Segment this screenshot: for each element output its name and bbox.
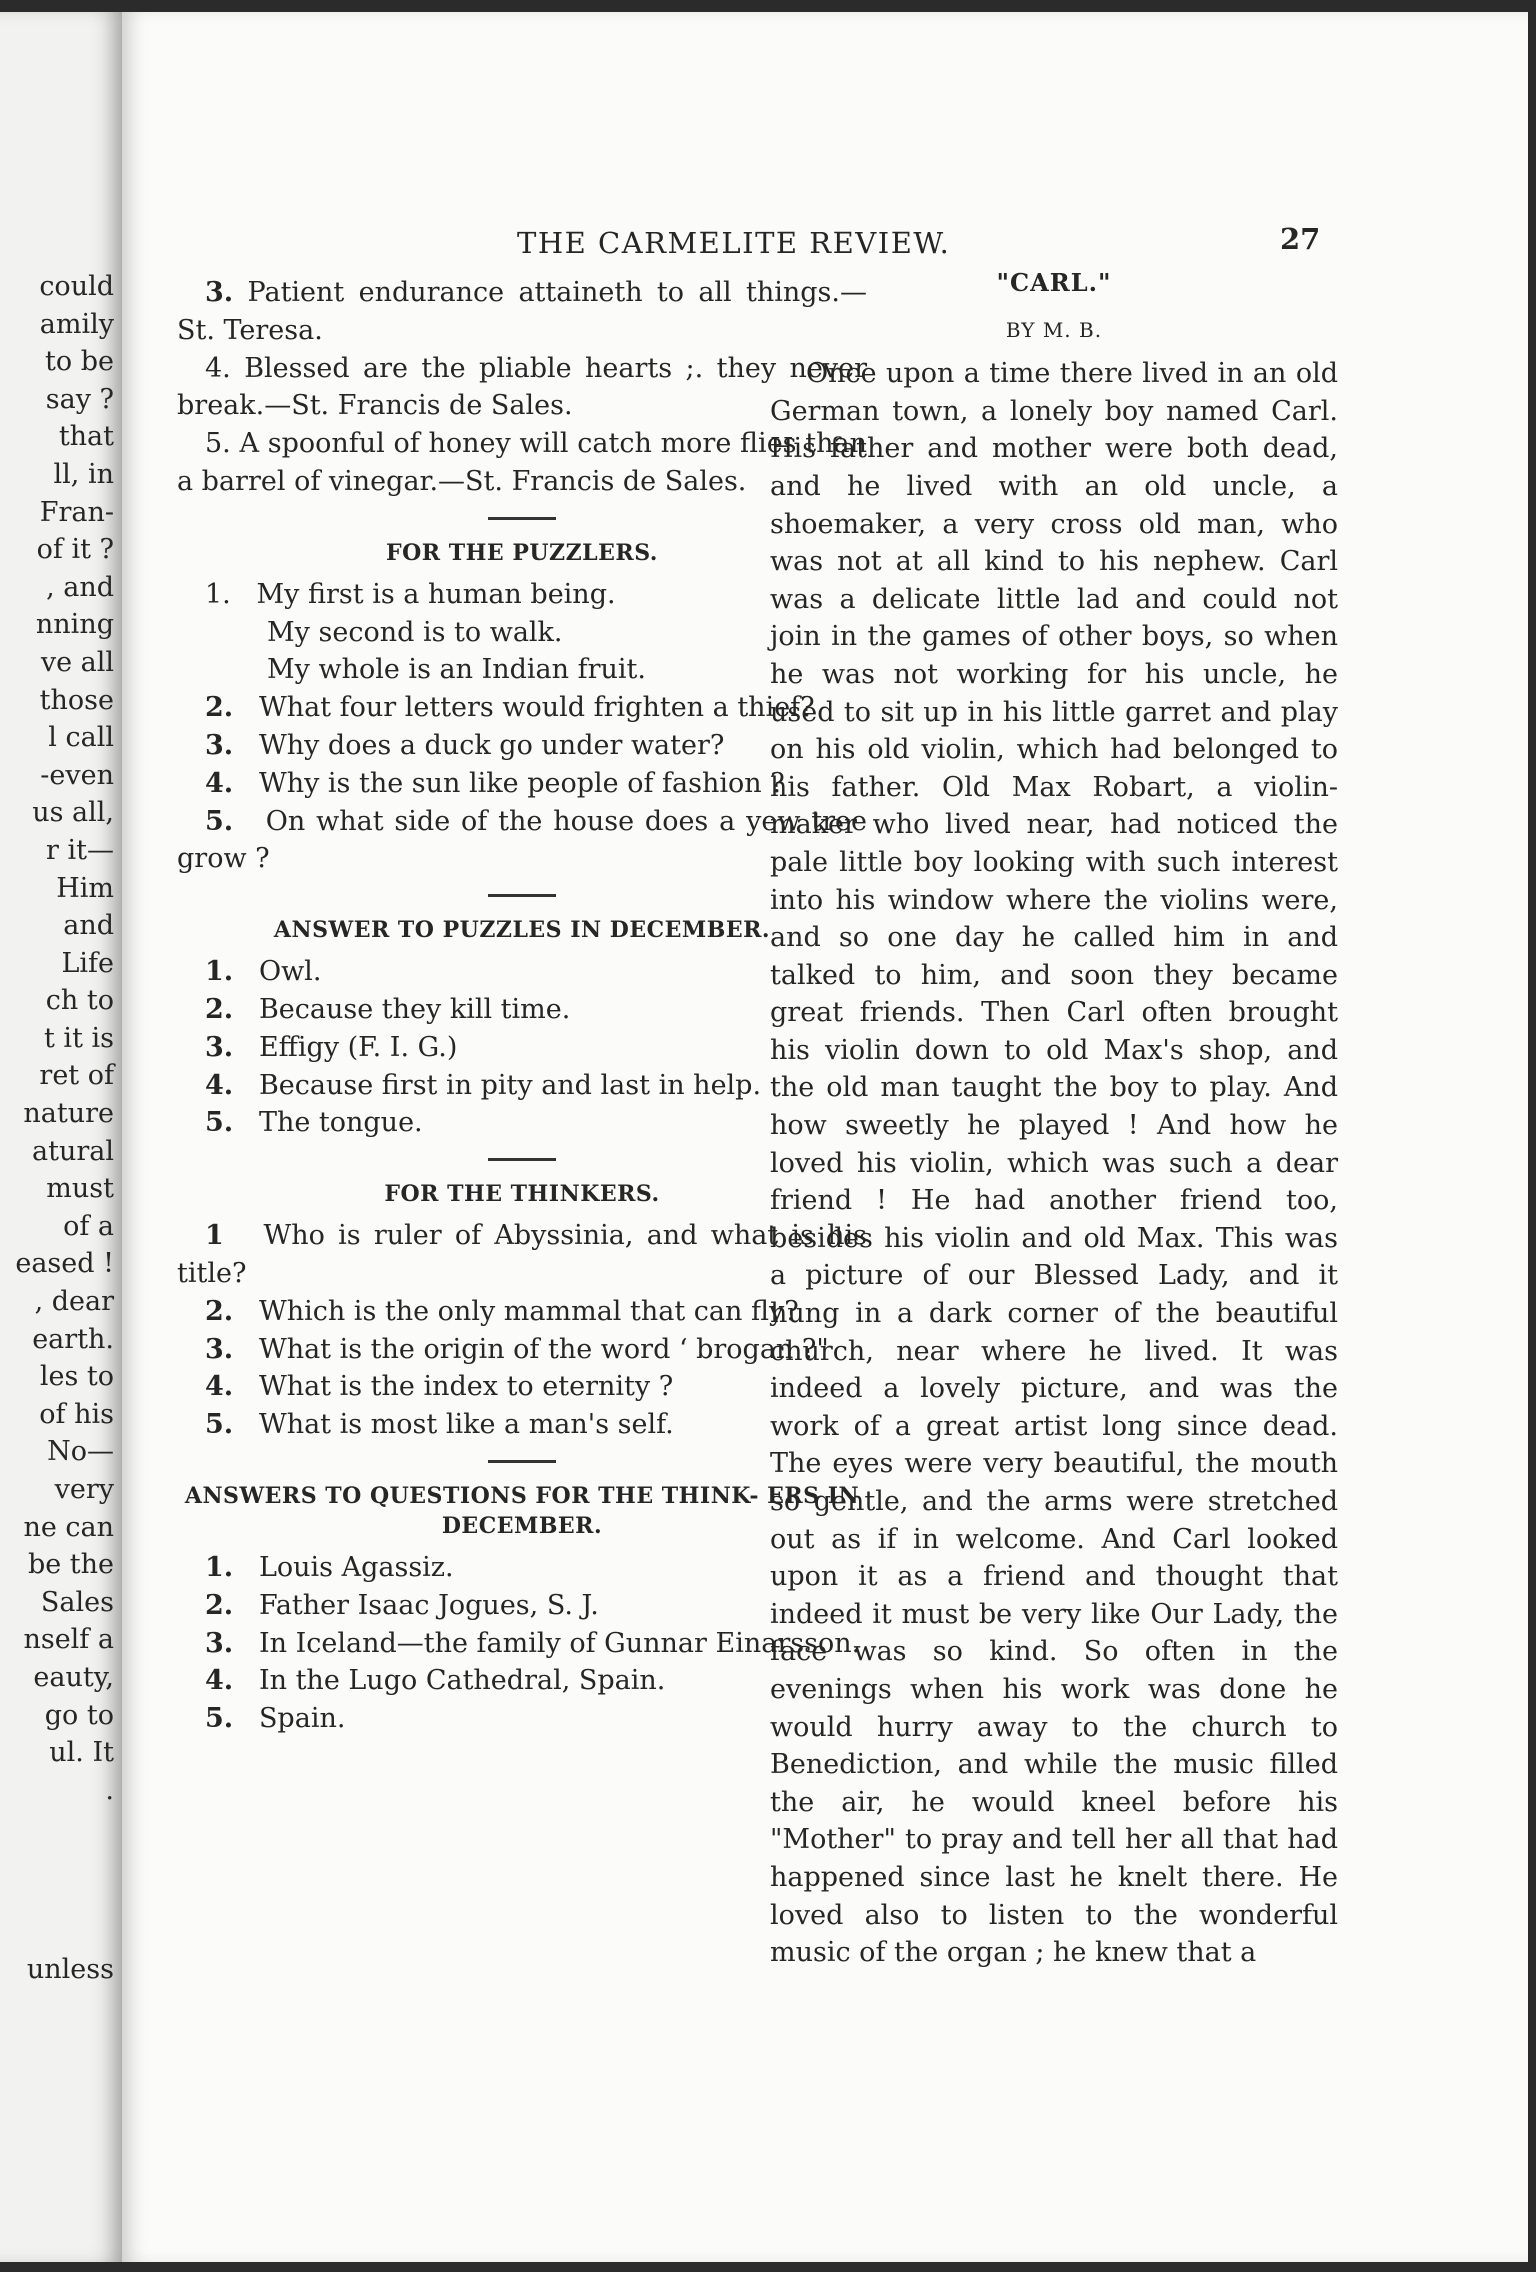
previous-page-line: nature <box>23 1098 114 1130</box>
section-divider <box>488 894 556 897</box>
quote-5: 5. A spoonful of honey will catch more flies than a barrel of vinegar.—St. Francis de Sales. <box>177 428 867 497</box>
previous-page-line: of it ? <box>36 534 114 566</box>
previous-page-line: nself a <box>23 1624 114 1656</box>
puzzle-answer-3 <box>177 1029 867 1067</box>
previous-page-line: -even <box>40 759 114 791</box>
thinker-answer-text: In Iceland—the family of Gunnar Einarsson. <box>258 1627 861 1659</box>
thinker-answer-2 <box>177 1587 867 1625</box>
previous-page-line: very <box>54 1474 114 1505</box>
page <box>122 12 1528 2262</box>
thinkers-heading: FOR THE THINKERS. <box>384 1181 660 1208</box>
section-divider <box>488 1158 556 1161</box>
thinker-answer-5 <box>177 1700 867 1738</box>
puzzle-list <box>177 689 867 878</box>
puzzle-answer-1 <box>177 953 867 991</box>
thinker-question-number: 3. <box>205 1333 234 1365</box>
previous-page-line: ul. It <box>49 1737 114 1769</box>
thinker-question-3 <box>177 1331 867 1369</box>
puzzle-item-1: 1. My first is a human being. <box>205 578 616 610</box>
thinker-answer-number: 5. <box>205 1703 234 1735</box>
thinker-question-number: 1 <box>205 1220 224 1252</box>
previous-page-line: of a <box>63 1210 114 1242</box>
running-head: THE CARMELITE REVIEW. <box>517 226 951 260</box>
previous-page-line: Life <box>61 947 114 979</box>
previous-page-line: ne can <box>23 1511 114 1543</box>
thinker-question-text: What is most like a man's self. <box>258 1409 674 1441</box>
thinker-answer-number: 1. <box>205 1551 234 1583</box>
quote-3: 3. Patient endurance attaineth to all things.—St. Teresa. <box>177 277 867 346</box>
puzzle-answers-heading: ANSWER TO PUZZLES IN DECEMBER. <box>273 917 771 944</box>
puzzle-answer-text: Because they kill time. <box>258 993 571 1025</box>
quote-4: 4. Blessed are the pliable hearts ;. they never break.—St. Francis de Sales. <box>177 352 867 422</box>
previous-page-line: Fran- <box>39 496 114 528</box>
previous-page-line: . <box>105 1774 114 1806</box>
puzzle-answer-number: 4. <box>205 1069 234 1101</box>
puzzle-answer-text: Because first in pity and last in help. <box>258 1069 762 1101</box>
previous-page-line: Him <box>56 872 114 904</box>
previous-page-line: be the <box>27 1549 114 1581</box>
thinker-question-text: What is the origin of the word ‘ brogan ?" <box>258 1333 829 1365</box>
thinker-question-number: 5. <box>205 1409 234 1441</box>
previous-page-line: eauty, <box>33 1661 114 1693</box>
puzzle-item-number: 5. <box>205 805 234 837</box>
previous-page-line: ll, in <box>53 458 114 490</box>
puzzle-answer-number: 3. <box>205 1031 234 1063</box>
puzzle-item-text: Why is the sun like people of fashion ? <box>258 767 785 799</box>
puzzle-item-number: 3. <box>205 729 234 761</box>
thinkers-list <box>177 1217 867 1444</box>
page-number: 27 <box>1280 222 1321 256</box>
thinker-question-4 <box>177 1368 867 1406</box>
previous-page-line: earth. <box>32 1323 114 1355</box>
puzzle-item-text: Why does a duck go under water? <box>258 729 725 761</box>
puzzle-answer-text: Owl. <box>258 956 322 988</box>
puzzle-item-3 <box>177 765 867 803</box>
thinker-answer-3 <box>177 1625 867 1663</box>
thinker-question-number: 4. <box>205 1371 234 1403</box>
previous-page-line: atural <box>32 1135 114 1167</box>
previous-page-line: l call <box>48 722 114 754</box>
puzzlers-heading: FOR THE PUZZLERS. <box>386 539 658 566</box>
thinker-question-text: Who is ruler of Abyssinia, and what is his title? <box>177 1220 867 1289</box>
puzzle-item-1-line-2: My second is to walk. <box>267 616 563 648</box>
previous-page-line: ret of <box>39 1060 114 1092</box>
previous-page-line: amily <box>39 308 114 340</box>
thinker-question-text: Which is the only mammal that can fly? <box>258 1295 799 1327</box>
previous-page-line: eased ! <box>15 1248 114 1280</box>
previous-page-line: must <box>46 1173 114 1205</box>
previous-page-line: t it is <box>44 1022 114 1054</box>
previous-page-last-line: unless <box>26 1954 114 1985</box>
previous-page-line: to be <box>45 346 114 378</box>
puzzle-item-number: 4. <box>205 767 234 799</box>
previous-page-line: les to <box>39 1361 114 1393</box>
puzzle-item-4 <box>177 803 867 879</box>
thinker-question-2 <box>177 1293 867 1331</box>
puzzle-answers-list <box>177 953 867 1142</box>
previous-page-line: and <box>63 910 114 942</box>
right-column <box>770 264 1338 1972</box>
previous-page-line: that <box>58 421 114 453</box>
left-column <box>177 274 867 1738</box>
previous-page-edge <box>0 12 122 2262</box>
previous-page-line: those <box>39 684 114 716</box>
thinker-answer-number: 2. <box>205 1589 234 1621</box>
previous-page-line: of his <box>39 1398 114 1430</box>
thinker-answer-1 <box>177 1549 867 1587</box>
story-body: Once upon a time there lived in an old German town, a lonely boy named Carl. His father and mother were both dead, and he lived with an old uncle, a shoemaker, a very cross old man, who was not at all kind to his nephew. Carl was a delicate little lad and could not join in the games of other boys, so when he was not working for his uncle, he used to sit up in his little garret and play on his old violin, which had belonged to his father. Old Max Robart, a violin-maker who lived near, had noticed the pale little boy looking with such interest into his window where the violins were, and so one day he called him in and talked to him, and soon they became great friends. Then Carl often brought his violin down to old Max's shop, and the old man taught the boy to play. And how sweetly he played ! And how he loved his violin, which was such a dear friend ! He had another friend too, besides his violin and old Max. This was a picture of our Blessed Lady, and it hung in a dark corner of the beautiful church, near where he lived. It was indeed a lovely picture, and was the work of a great artist long since dead. The eyes were very beautiful, the mouth so gentle, and the arms were stretched out as if in welcome. And Carl looked upon it as a friend and thought that indeed it must be very like Our Lady, the face was so kind. So often in the evenings when his work was done he would hurry away to the church to Benediction, and while the music filled the air, he would kneel before his "Mother" to pray and tell her all that had happened since last he knelt there. He loved also to listen to the wonderful music of the organ ; he knew that a <box>770 358 1338 1969</box>
previous-page-line: go to <box>44 1699 114 1731</box>
previous-page-line: , and <box>46 571 114 603</box>
thinker-question-1 <box>177 1217 867 1293</box>
puzzle-item-2 <box>177 727 867 765</box>
previous-page-line: nning <box>35 609 114 641</box>
story-title: "CARL." <box>996 268 1112 297</box>
puzzle-item-text: What four letters would frighten a thief? <box>258 692 815 724</box>
thinker-answer-text: Louis Agassiz. <box>258 1551 454 1583</box>
puzzle-answer-4 <box>177 1067 867 1105</box>
thinker-answers-heading: ANSWERS TO QUESTIONS FOR THE THINK- ERS IN DECEMBER. <box>184 1482 860 1539</box>
puzzle-answer-2 <box>177 991 867 1029</box>
puzzle-item-number: 2. <box>205 692 234 724</box>
thinker-answer-text: In the Lugo Cathedral, Spain. <box>258 1665 666 1697</box>
previous-page-line: ve all <box>40 646 114 678</box>
previous-page-line: , dear <box>34 1286 114 1318</box>
thinker-answer-number: 4. <box>205 1665 234 1697</box>
puzzle-item-1-line-3: My whole is an Indian fruit. <box>267 654 646 686</box>
puzzle-answer-5 <box>177 1104 867 1142</box>
section-divider <box>488 1460 556 1463</box>
previous-page-line: ch to <box>45 985 114 1017</box>
thinker-question-5 <box>177 1406 867 1444</box>
previous-page-line: r it— <box>46 834 114 866</box>
puzzle-answer-number: 1. <box>205 956 234 988</box>
puzzle-item-text: On what side of the house does a yew tree grow ? <box>177 805 867 875</box>
previous-page-line: could <box>39 271 114 302</box>
thinker-answer-text: Spain. <box>258 1703 346 1735</box>
puzzle-answer-number: 5. <box>205 1107 234 1139</box>
previous-page-line: us all, <box>32 797 114 829</box>
section-divider <box>488 517 556 520</box>
thinker-answers-list <box>177 1549 867 1738</box>
thinker-question-number: 2. <box>205 1295 234 1327</box>
puzzle-answer-text: Effigy (F. I. G.) <box>258 1031 458 1063</box>
thinker-answer-number: 3. <box>205 1627 234 1659</box>
puzzle-item-1 <box>177 689 867 727</box>
story-byline: BY M. B. <box>1005 317 1103 342</box>
thinker-answer-text: Father Isaac Jogues, S. J. <box>258 1589 599 1621</box>
previous-page-line: No— <box>47 1436 114 1468</box>
puzzle-answer-text: The tongue. <box>258 1107 423 1139</box>
previous-page-line: say ? <box>45 383 114 415</box>
previous-page-line: Sales <box>40 1586 114 1618</box>
thinker-question-text: What is the index to eternity ? <box>258 1371 674 1403</box>
puzzle-answer-number: 2. <box>205 993 234 1025</box>
previous-page-text <box>15 268 114 1809</box>
thinker-answer-4 <box>177 1662 867 1700</box>
